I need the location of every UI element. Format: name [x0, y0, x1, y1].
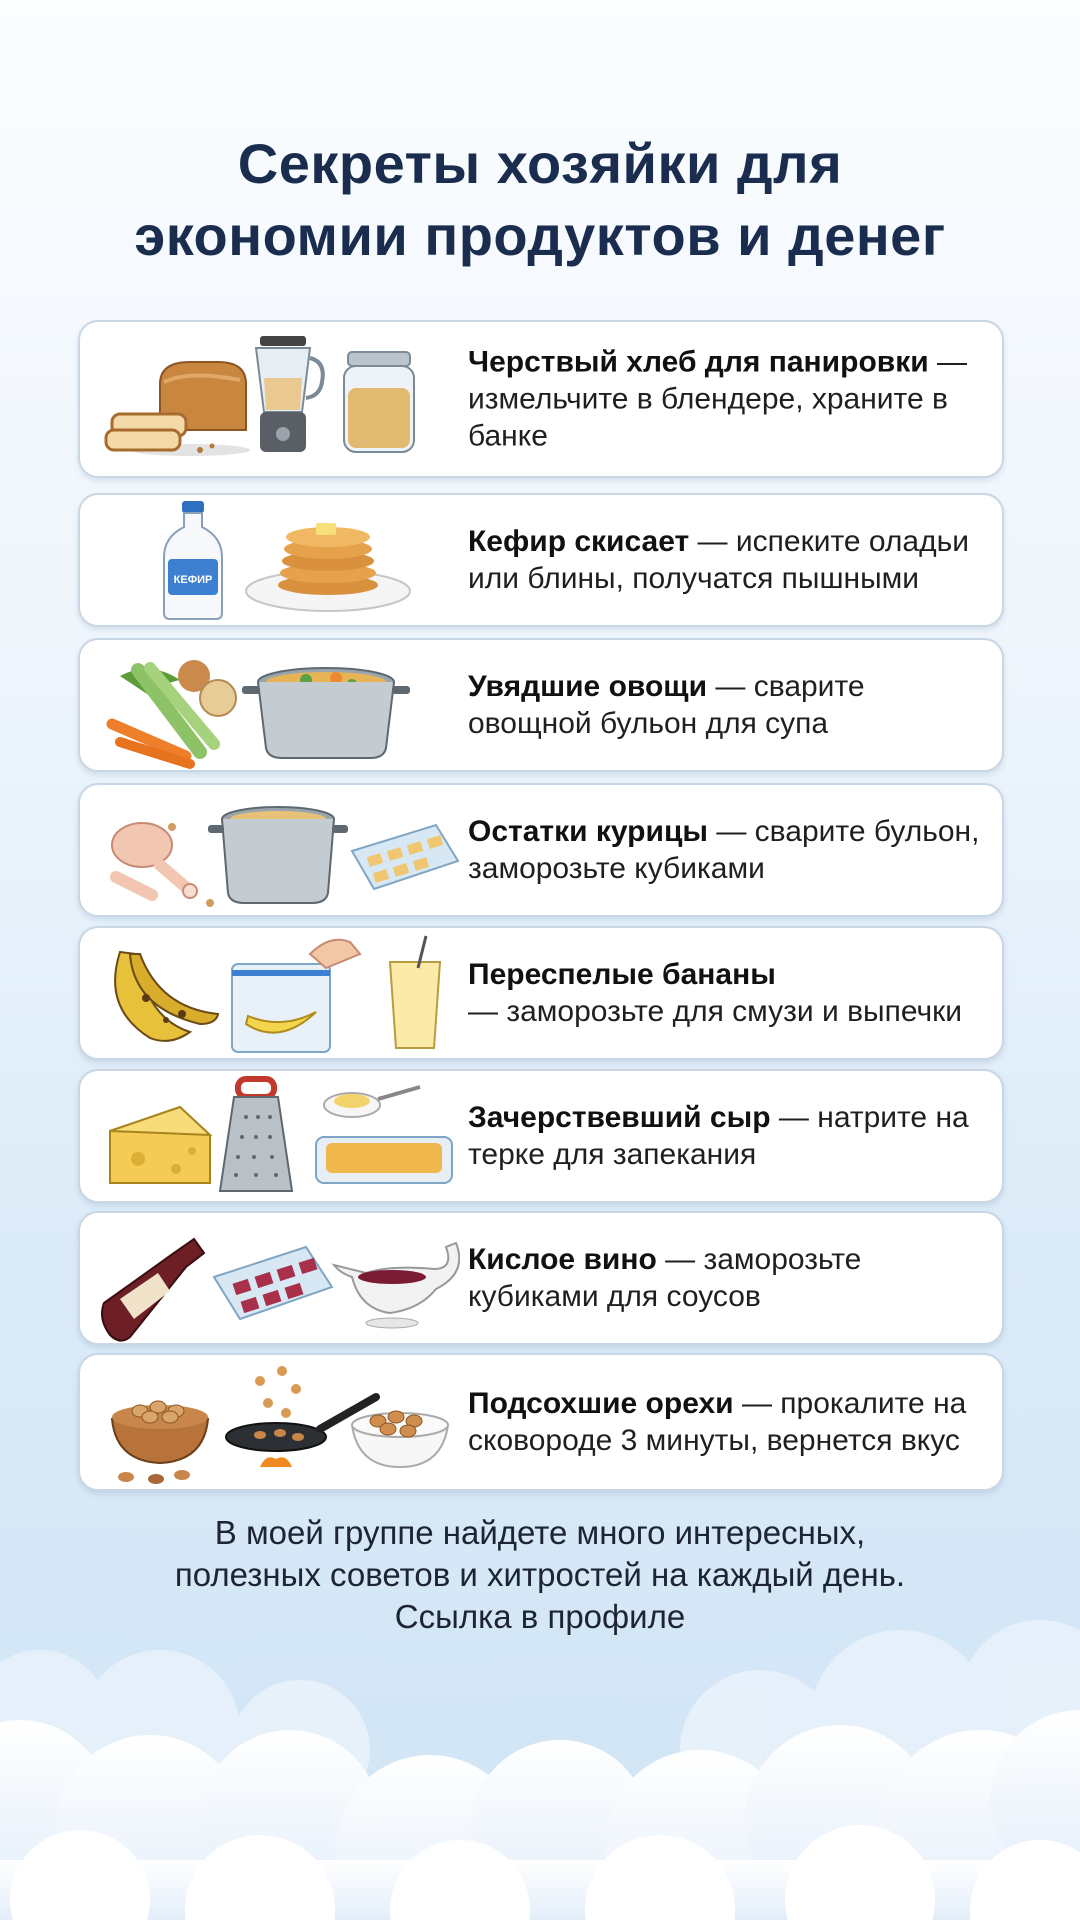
tip-description: — испеките оладьи или блины, получатся пышными	[468, 525, 969, 595]
casserole-icon	[316, 1087, 452, 1183]
tip-card-kefir	[78, 493, 1004, 627]
tip-title: Увядшие овощи	[468, 670, 708, 703]
tip-text	[468, 956, 988, 1030]
tip-description: — измельчите в блендере, храните в банке	[468, 345, 968, 453]
tip-card-nuts	[78, 1353, 1004, 1491]
tip-title: Кислое вино	[468, 1243, 657, 1276]
chicken-icon	[112, 823, 214, 907]
tip-illustration	[90, 928, 460, 1058]
gravy-boat-icon	[334, 1243, 459, 1328]
tip-card-bananas	[78, 926, 1004, 1060]
nuts-bowl-icon	[112, 1401, 208, 1484]
tip-description: — заморозьте для смузи и выпечки	[468, 995, 963, 1028]
jar-icon	[344, 352, 414, 452]
tip-title: Кефир скисает	[468, 525, 690, 558]
roasted-nuts-icon	[352, 1411, 448, 1467]
tip-card-cheese	[78, 1069, 1004, 1203]
tip-title: Остатки курицы	[468, 815, 709, 848]
tip-illustration	[90, 322, 460, 476]
tip-description: — сварите овощной бульон для супа	[468, 670, 865, 740]
blender-icon	[256, 336, 323, 452]
smoothie-glass-icon	[390, 936, 440, 1048]
page-title	[0, 128, 1080, 272]
cheese-icon	[110, 1107, 210, 1183]
bread-icon	[106, 362, 250, 456]
vegetables-icon	[112, 660, 236, 764]
bananas-icon	[115, 952, 218, 1041]
tip-description: — прокалите на сковороде 3 минуты, вернется вкус	[468, 1387, 967, 1457]
footer-line-2: полезных советов и хитростей на каждый день.	[174, 1556, 906, 1593]
tip-illustration	[90, 1355, 460, 1489]
bottle-label: КЕФИР	[173, 574, 213, 586]
tip-card-bread	[78, 320, 1004, 478]
tip-card-vegetables	[78, 638, 1004, 772]
freezer-bag-icon	[232, 940, 360, 1052]
wine-bottle-icon	[102, 1239, 204, 1341]
tip-title: Переспелые бананы	[468, 958, 776, 991]
tip-illustration	[90, 640, 460, 770]
tip-text	[468, 1099, 988, 1173]
tip-text	[468, 1385, 988, 1459]
title-line-2: экономии продуктов и денег	[134, 204, 946, 267]
tip-title: Зачерствевший сыр	[468, 1101, 771, 1134]
tip-text	[468, 1241, 988, 1315]
tip-illustration	[90, 1213, 460, 1343]
title-line-1: Секреты хозяйки для	[237, 132, 843, 195]
frying-pan-icon	[226, 1366, 376, 1467]
tip-description: — сварите бульон, заморозьте кубиками	[468, 815, 980, 885]
footer-line-1: В моей группе найдете много интересных,	[214, 1514, 866, 1551]
clouds-decoration	[0, 1580, 1080, 1920]
kefir-bottle-icon	[164, 501, 222, 619]
tip-text	[468, 523, 988, 597]
tip-card-chicken	[78, 783, 1004, 917]
tip-title: Подсохшие орехи	[468, 1387, 734, 1420]
ice-tray-icon	[352, 825, 458, 889]
tip-illustration	[90, 1071, 460, 1201]
tip-description: — заморозьте кубиками для соусов	[468, 1243, 862, 1313]
tip-text	[468, 813, 988, 887]
tip-text	[468, 668, 988, 742]
tip-illustration	[90, 785, 460, 915]
pancakes-icon	[246, 523, 410, 611]
tip-card-wine	[78, 1211, 1004, 1345]
wine-ice-tray-icon	[214, 1247, 332, 1319]
soup-pot-icon	[242, 668, 410, 758]
grater-icon	[220, 1079, 292, 1191]
tip-text	[468, 344, 988, 455]
tip-description: — натрите на терке для запекания	[468, 1101, 969, 1171]
tip-title: Черствый хлеб для панировки	[468, 345, 929, 379]
footer-link-hint: Ссылка в профиле	[394, 1598, 686, 1635]
broth-pot-icon	[208, 807, 348, 903]
tip-illustration	[90, 495, 460, 625]
